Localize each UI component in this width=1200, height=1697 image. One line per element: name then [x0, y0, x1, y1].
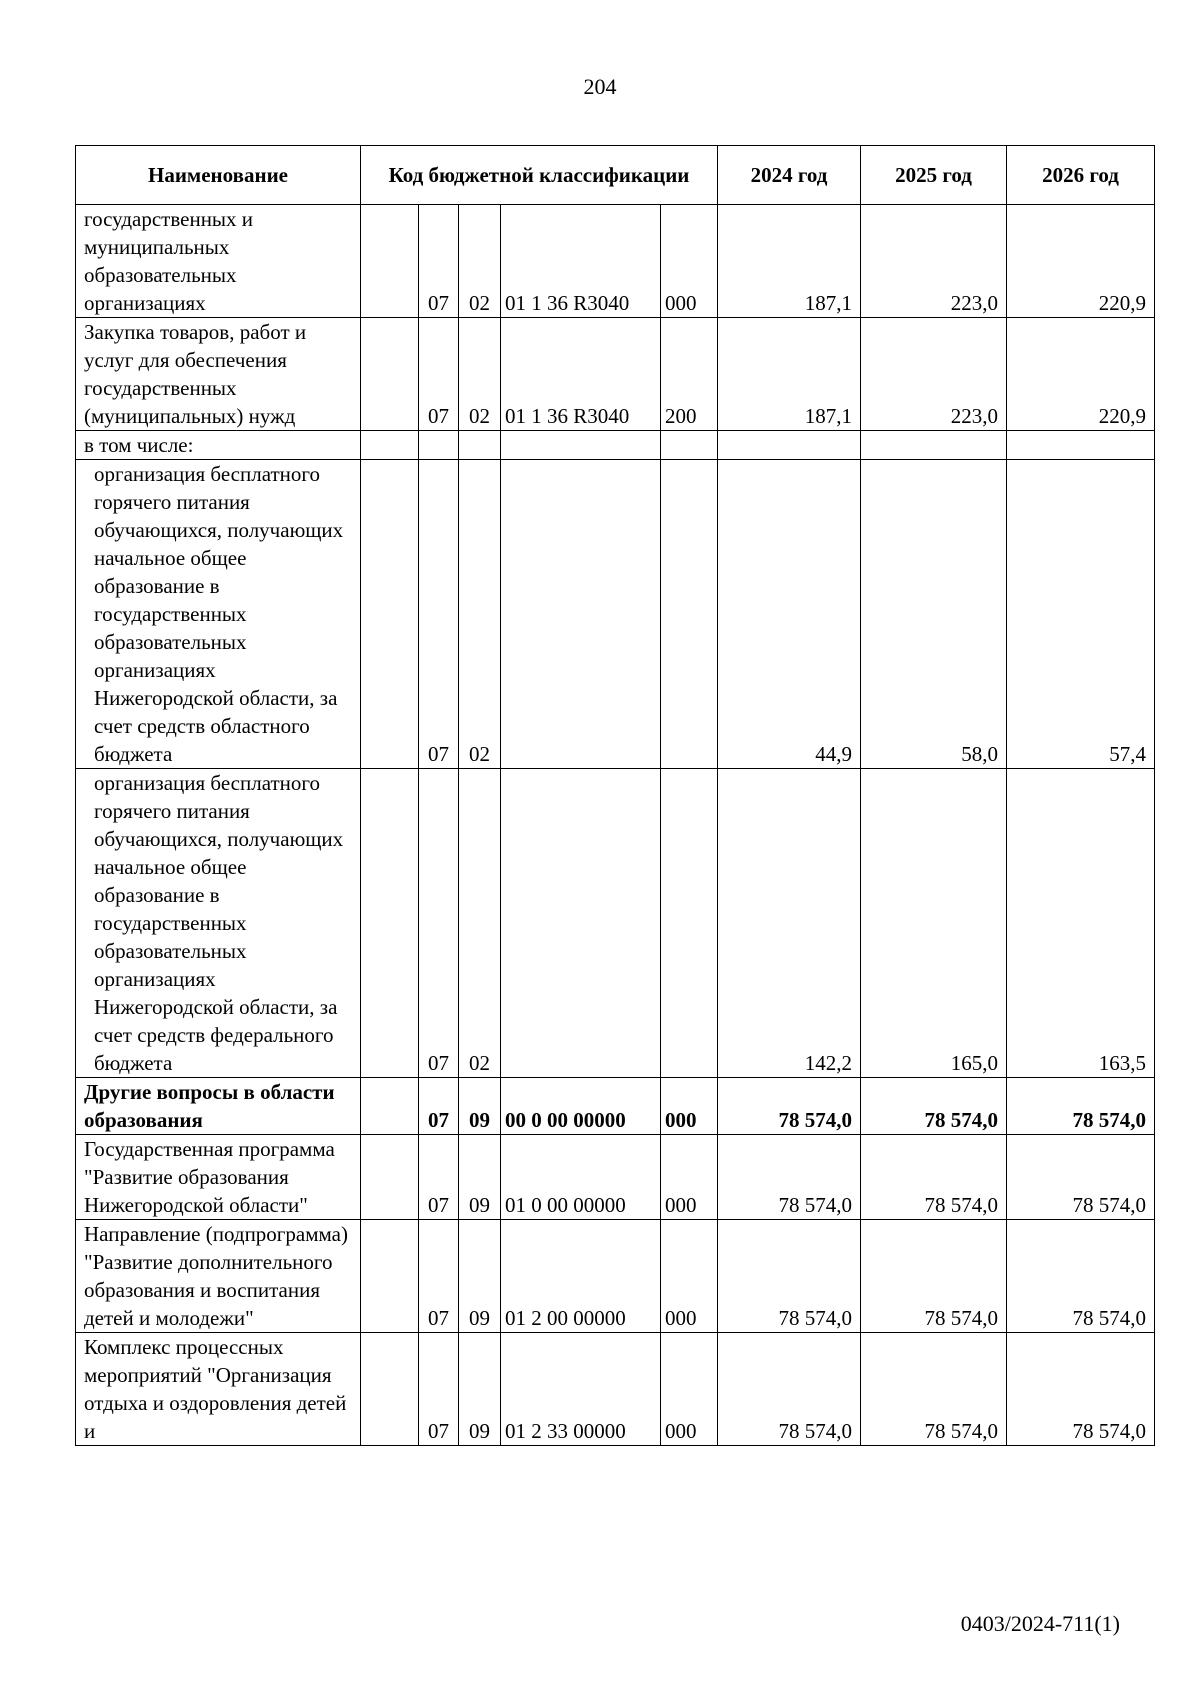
cell-name: организация бесплатного горячего питания обучающихся, получающих начальное общее образование в государственных образовательных организациях Нижегородской области, за счет средств федерального бюджета	[76, 769, 361, 1078]
cell-2026: 78 574,0	[1007, 1135, 1155, 1220]
cell-2024: 187,1	[718, 318, 861, 431]
cell-target-article: 01 1 36 R3040	[501, 205, 661, 318]
cell-expense-type: 000	[661, 1078, 718, 1135]
cell-target-article: 01 2 33 00000	[501, 1333, 661, 1446]
cell-2025: 78 574,0	[861, 1078, 1007, 1135]
cell-blank	[361, 460, 419, 769]
cell-section: 07	[419, 1135, 459, 1220]
cell-name: Направление (подпрограмма) "Развитие дополнительного образования и воспитания детей и молодежи"	[76, 1220, 361, 1333]
cell-subsection: 09	[459, 1333, 501, 1446]
cell-2026: 163,5	[1007, 769, 1155, 1078]
cell-subsection	[459, 431, 501, 460]
cell-2024	[718, 431, 861, 460]
cell-section: 07	[419, 769, 459, 1078]
cell-section: 07	[419, 205, 459, 318]
cell-subsection: 09	[459, 1078, 501, 1135]
table-row	[76, 1135, 1155, 1220]
cell-blank	[361, 1220, 419, 1333]
cell-section: 07	[419, 1333, 459, 1446]
cell-2026: 78 574,0	[1007, 1333, 1155, 1446]
cell-2026: 220,9	[1007, 205, 1155, 318]
cell-2026: 57,4	[1007, 460, 1155, 769]
cell-2025: 78 574,0	[861, 1220, 1007, 1333]
cell-section: 07	[419, 1220, 459, 1333]
cell-expense-type: 000	[661, 1220, 718, 1333]
cell-blank	[361, 1078, 419, 1135]
table-row	[76, 431, 1155, 460]
cell-subsection: 09	[459, 1220, 501, 1333]
cell-section: 07	[419, 1078, 459, 1135]
cell-2026: 78 574,0	[1007, 1220, 1155, 1333]
cell-2025: 58,0	[861, 460, 1007, 769]
table-row	[76, 1078, 1155, 1135]
cell-subsection: 09	[459, 1135, 501, 1220]
cell-target-article: 00 0 00 00000	[501, 1078, 661, 1135]
cell-target-article	[501, 460, 661, 769]
cell-blank	[361, 431, 419, 460]
header-code: Код бюджетной классификации	[361, 146, 718, 205]
cell-blank	[361, 769, 419, 1078]
cell-section: 07	[419, 460, 459, 769]
document-code: 0403/2024-711(1)	[960, 1611, 1120, 1636]
cell-target-article: 01 2 00 00000	[501, 1220, 661, 1333]
cell-subsection: 02	[459, 205, 501, 318]
cell-blank	[361, 205, 419, 318]
table-row	[76, 460, 1155, 769]
cell-name: организация бесплатного горячего питания обучающихся, получающих начальное общее образование в государственных образовательных организациях Нижегородской области, за счет средств областного бюджета	[76, 460, 361, 769]
cell-name: государственных и муниципальных образовательных организациях	[76, 205, 361, 318]
cell-blank	[361, 318, 419, 431]
page-number: 204	[583, 74, 617, 99]
header-2024: 2024 год	[718, 146, 861, 205]
cell-expense-type	[661, 769, 718, 1078]
cell-2024: 187,1	[718, 205, 861, 318]
table-header-row	[76, 146, 1155, 205]
cell-blank	[361, 1135, 419, 1220]
cell-name: Государственная программа "Развитие образования Нижегородской области"	[76, 1135, 361, 1220]
cell-expense-type: 200	[661, 318, 718, 431]
cell-expense-type: 000	[661, 1333, 718, 1446]
cell-expense-type	[661, 460, 718, 769]
cell-2024: 78 574,0	[718, 1333, 861, 1446]
table-body	[76, 205, 1155, 1446]
cell-subsection: 02	[459, 769, 501, 1078]
header-name: Наименование	[76, 146, 361, 205]
cell-2025: 223,0	[861, 318, 1007, 431]
cell-2025: 78 574,0	[861, 1333, 1007, 1446]
cell-target-article: 01 1 36 R3040	[501, 318, 661, 431]
cell-name: Комплекс процессных мероприятий "Организация отдыха и оздоровления детей и	[76, 1333, 361, 1446]
cell-2024: 78 574,0	[718, 1135, 861, 1220]
budget-table	[75, 145, 1155, 1446]
table-row	[76, 1220, 1155, 1333]
cell-target-article: 01 0 00 00000	[501, 1135, 661, 1220]
cell-2026: 220,9	[1007, 318, 1155, 431]
cell-section: 07	[419, 318, 459, 431]
cell-name: в том числе:	[76, 431, 361, 460]
table-row	[76, 1333, 1155, 1446]
cell-name: Другие вопросы в области образования	[76, 1078, 361, 1135]
cell-2024: 142,2	[718, 769, 861, 1078]
cell-target-article	[501, 769, 661, 1078]
cell-2025: 78 574,0	[861, 1135, 1007, 1220]
cell-target-article	[501, 431, 661, 460]
cell-subsection: 02	[459, 460, 501, 769]
cell-2026	[1007, 431, 1155, 460]
cell-name: Закупка товаров, работ и услуг для обеспечения государственных (муниципальных) нужд	[76, 318, 361, 431]
table-row	[76, 318, 1155, 431]
cell-section	[419, 431, 459, 460]
table-row	[76, 205, 1155, 318]
cell-2025: 165,0	[861, 769, 1007, 1078]
cell-expense-type: 000	[661, 205, 718, 318]
cell-2024: 78 574,0	[718, 1220, 861, 1333]
header-2026: 2026 год	[1007, 146, 1155, 205]
cell-subsection: 02	[459, 318, 501, 431]
table-row	[76, 769, 1155, 1078]
cell-2025: 223,0	[861, 205, 1007, 318]
cell-expense-type	[661, 431, 718, 460]
header-2025: 2025 год	[861, 146, 1007, 205]
cell-2026: 78 574,0	[1007, 1078, 1155, 1135]
cell-2025	[861, 431, 1007, 460]
cell-2024: 44,9	[718, 460, 861, 769]
cell-blank	[361, 1333, 419, 1446]
cell-expense-type: 000	[661, 1135, 718, 1220]
cell-2024: 78 574,0	[718, 1078, 861, 1135]
